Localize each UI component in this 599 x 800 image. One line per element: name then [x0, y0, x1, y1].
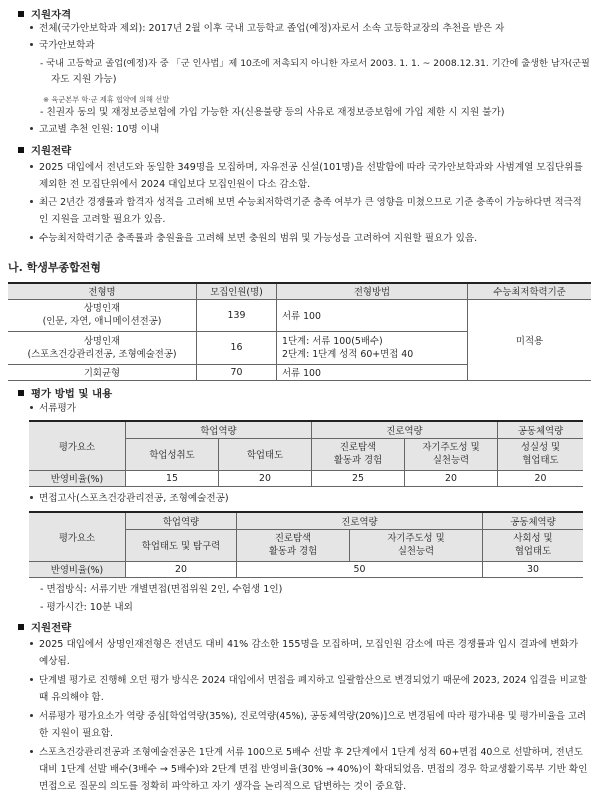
dot-bullet-icon — [30, 642, 33, 645]
ratio-value: 25 — [312, 470, 405, 486]
strategy2-4-line2: 대비 1단계 선발 배수(3배수 → 5배수)와 2단계 면접 반영비율(30% → 40%)이 확대되었음. 면접의 경우 학교생활기록부 기반 확인 — [39, 764, 588, 775]
col-career-exploration — [237, 529, 350, 561]
col-line: 활동과 경험 — [333, 455, 383, 466]
note-text: ※ 육군본부 학·군 제휴 협약에 의해 선발 — [43, 95, 170, 104]
col-line: 협업태도 — [522, 455, 559, 466]
square-bullet-icon — [18, 624, 24, 630]
bullet-item — [30, 745, 583, 762]
col-line: 자기주도성 및 — [387, 533, 445, 544]
bullet-item — [30, 122, 159, 139]
row-name — [8, 299, 197, 331]
col-header: 수능최저학력기준 — [468, 283, 592, 299]
dot-bullet-icon — [30, 127, 33, 130]
strategy-title-text: 지원전략 — [31, 145, 72, 157]
table-row — [29, 561, 583, 577]
square-bullet-icon — [18, 11, 24, 17]
section-title-strategy — [18, 142, 71, 157]
section-title-evaluation — [18, 385, 112, 400]
qualification-detail-1-cont: 자도 지원 가능) — [51, 74, 117, 85]
table-row — [29, 470, 583, 486]
strategy2-3-line1: 서류평가 평가요소가 역량 중심[학업역량(35%), 진로역량(45%), 공동체역량(20%)]으로 변경됨에 따라 평가내용 및 평가비율을 고려 — [39, 711, 587, 722]
col-line: 성실성 및 — [520, 442, 561, 453]
group-career: 진로역량 — [237, 512, 483, 529]
group-academic: 학업역량 — [126, 421, 312, 438]
section-heading-comprehensive: 나. 학생부종합전형 — [8, 261, 102, 274]
dash-item: - 국내 고등학교 졸업(예정)자 중 「군 인사법」제 10조에 저촉되지 아니한 자로서 2003. 1. 1. ~ 2008.12.31. 기간에 출생한 남자(군필 — [40, 58, 590, 69]
strategy-2-line2: 인 지원을 고려할 필요가 있음. — [39, 214, 166, 225]
dot-bullet-icon — [30, 678, 33, 681]
row-method: 서류 100 — [277, 299, 468, 331]
dot-bullet-icon — [30, 406, 33, 409]
ratio-label: 반영비율(%) — [29, 561, 126, 577]
strategy-1-line1: 2025 대입에서 전년도와 동일한 349명을 모집하며, 자유전공 신설(101명)을 선발함에 따라 국가안보학과와 사범계열 모집단위를 — [39, 162, 583, 173]
col-line: 자기주도성 및 — [422, 442, 480, 453]
dash-item: - 면접방식: 서류기반 개별면접(면접위원 2인, 수험생 1인) — [40, 584, 283, 595]
row-count: 16 — [197, 331, 277, 364]
col-academic-inquiry: 학업태도 및 탐구력 — [126, 529, 237, 561]
group-community: 공동체역량 — [498, 421, 584, 438]
ratio-value: 15 — [126, 470, 219, 486]
eval-label-header: 평가요소 — [29, 512, 126, 561]
col-self-direction — [350, 529, 483, 561]
evaluation-title-text: 평가 방법 및 내용 — [31, 388, 113, 400]
strategy-3: 수능최저학력기준 충족률과 충원율을 고려해 보면 충원의 범위 및 가능성을 고려하여 지원할 필요가 있음. — [39, 233, 478, 244]
square-bullet-icon — [18, 390, 24, 396]
school-recommend-limit: 고교별 추천 인원: 10명 이내 — [39, 124, 160, 135]
bullet-item — [30, 160, 583, 177]
col-career-exploration — [312, 438, 405, 470]
dot-bullet-icon — [30, 43, 33, 46]
section-title-strategy-2 — [18, 619, 71, 634]
strategy2-1-line2: 예상됨. — [39, 656, 70, 667]
dot-bullet-icon — [30, 26, 33, 29]
dot-bullet-icon — [30, 165, 33, 168]
qualification-title-text: 지원자격 — [31, 9, 72, 21]
col-sociability — [483, 529, 584, 561]
strategy2-3-line2: 한 지원이 필요함. — [39, 728, 114, 739]
col-line: 활동과 경험 — [268, 546, 318, 557]
admission-table — [8, 282, 591, 381]
bullet-item — [30, 195, 582, 212]
dot-bullet-icon — [30, 496, 33, 499]
strategy2-4-line3: 면접으로 질문의 의도를 정확히 파악하고 자기 생각을 논리적으로 답변하는 것이 중요함. — [39, 781, 407, 792]
strategy2-1-line1: 2025 대입에서 상명인재전형은 전년도 대비 41% 감소한 155명을 모집하며, 모집인원 감소에 따른 경쟁률과 입시 결과에 변화가 — [39, 639, 579, 650]
name-line: 상명인재 — [83, 335, 121, 347]
col-self-direction — [405, 438, 498, 470]
table-row — [8, 299, 591, 331]
ratio-value: 20 — [126, 561, 237, 577]
eval-label-header: 평가요소 — [29, 421, 126, 470]
name-line: (인문, 자연, 애니메이션전공) — [42, 316, 162, 327]
document-eval-table — [29, 420, 583, 487]
col-line: 실천능력 — [432, 455, 470, 466]
interview-method: 면접방식: 서류기반 개별면접(면접위원 2인, 수험생 1인) — [46, 584, 283, 595]
strategy2-2-line1: 단계별 평가로 진행해 오던 평가 방식은 2024 대입에서 면접을 폐지하고 일괄합산으로 변경되었기 때문에 2023, 2024 입결을 비교할 — [39, 675, 587, 686]
col-header: 모집인원(명) — [197, 283, 277, 299]
section-title-qualification — [18, 6, 71, 21]
bullet-item — [30, 401, 76, 418]
interview-label: 면접고사(스포츠건강관리전공, 조형예술전공) — [39, 493, 229, 504]
strategy2-2-line2: 때 유의해야 함. — [39, 692, 104, 703]
dot-bullet-icon — [30, 750, 33, 753]
col-academic-attitude: 학업태도 — [219, 438, 312, 470]
qualification-general: 전체(국가안보학과 제외): 2017년 2월 이후 국내 고등학교 졸업(예정)자로서 소속 고등학교장의 추천을 받은 자 — [39, 23, 505, 34]
row-name — [8, 331, 197, 364]
dot-bullet-icon — [30, 200, 33, 203]
row-count: 70 — [197, 364, 277, 380]
bullet-item — [30, 38, 95, 55]
dash-item: - 평가시간: 10분 내외 — [40, 602, 133, 613]
bullet-item — [30, 491, 229, 508]
row-name: 기회균형 — [8, 364, 197, 380]
name-line: 상명인재 — [83, 303, 121, 314]
method-line: 1단계: 서류 100(5배수) — [282, 335, 383, 347]
col-header: 전형방법 — [277, 283, 468, 299]
qualification-detail-2: 친권자 동의 및 재정보증보험에 가입 가능한 자(신용불량 등의 사유로 재정보증보험에 가입 제한 시 지원 불가) — [46, 107, 505, 118]
bullet-item — [30, 709, 586, 726]
col-line: 협업태도 — [514, 546, 552, 557]
col-line: 사회성 및 — [513, 533, 553, 544]
strategy-2-line1: 최근 2년간 경쟁률과 합격자 성적을 고려해 보면 수능최저학력기준 충족 여부가 큰 영향을 미쳤으므로 기준 충족이 가능하다면 적극적 — [39, 197, 582, 208]
row-method — [277, 331, 468, 364]
dot-bullet-icon — [30, 714, 33, 717]
ratio-value: 20 — [405, 470, 498, 486]
dot-bullet-icon — [30, 236, 33, 239]
ratio-value: 50 — [237, 561, 483, 577]
bullet-item — [30, 21, 504, 38]
dash-item: - 친권자 동의 및 재정보증보험에 가입 가능한 자(신용불량 등의 사유로 재정보증보험에 가입 제한 시 지원 불가) — [40, 107, 505, 118]
min-criteria: 미적용 — [468, 299, 592, 380]
ratio-label: 반영비율(%) — [29, 470, 126, 486]
method-line: 2단계: 1단계 성적 60+면접 40 — [282, 348, 414, 360]
ratio-value: 20 — [219, 470, 312, 486]
strategy2-4-line1: 스포츠건강관리전공과 조형예술전공은 1단계 서류 100으로 5배수 선발 후 2단계에서 1단계 성적 60+면접 40으로 선발하며, 전년도 — [39, 747, 583, 758]
ratio-value: 20 — [498, 470, 584, 486]
bullet-item — [30, 637, 578, 654]
ratio-value: 30 — [483, 561, 584, 577]
document-evaluation-label: 서류평가 — [39, 403, 77, 414]
interview-eval-table — [29, 511, 583, 578]
col-line: 진로탐색 — [274, 533, 312, 544]
col-academic-achievement: 학업성취도 — [126, 438, 219, 470]
row-method: 서류 100 — [277, 364, 468, 380]
name-line: (스포츠건강관리전공, 조형예술전공) — [27, 348, 177, 360]
strategy2-title-text: 지원전략 — [31, 622, 72, 634]
bullet-item — [30, 231, 477, 248]
col-line: 실천능력 — [397, 546, 435, 557]
strategy-1-line2: 제외한 전 모집단위에서 2024 대입보다 모집인원이 다소 감소함. — [39, 179, 311, 190]
qualification-detail-1: 국내 고등학교 졸업(예정)자 중 「군 인사법」제 10조에 저촉되지 아니한 자로서 2003. 1. 1. ~ 2008.12.31. 기간에 출생한 남자(군필 — [46, 58, 590, 69]
qualification-national-security: 국가안보학과 — [39, 40, 95, 51]
group-community: 공동체역량 — [483, 512, 584, 529]
group-academic: 학업역량 — [126, 512, 237, 529]
col-line: 진로탐색 — [339, 442, 377, 453]
group-career: 진로역량 — [312, 421, 498, 438]
row-count: 139 — [197, 299, 277, 331]
bullet-item — [30, 673, 587, 690]
square-bullet-icon — [18, 147, 24, 153]
col-header: 전형명 — [8, 283, 197, 299]
interview-time: 평가시간: 10분 내외 — [46, 602, 133, 613]
col-sincerity — [498, 438, 584, 470]
